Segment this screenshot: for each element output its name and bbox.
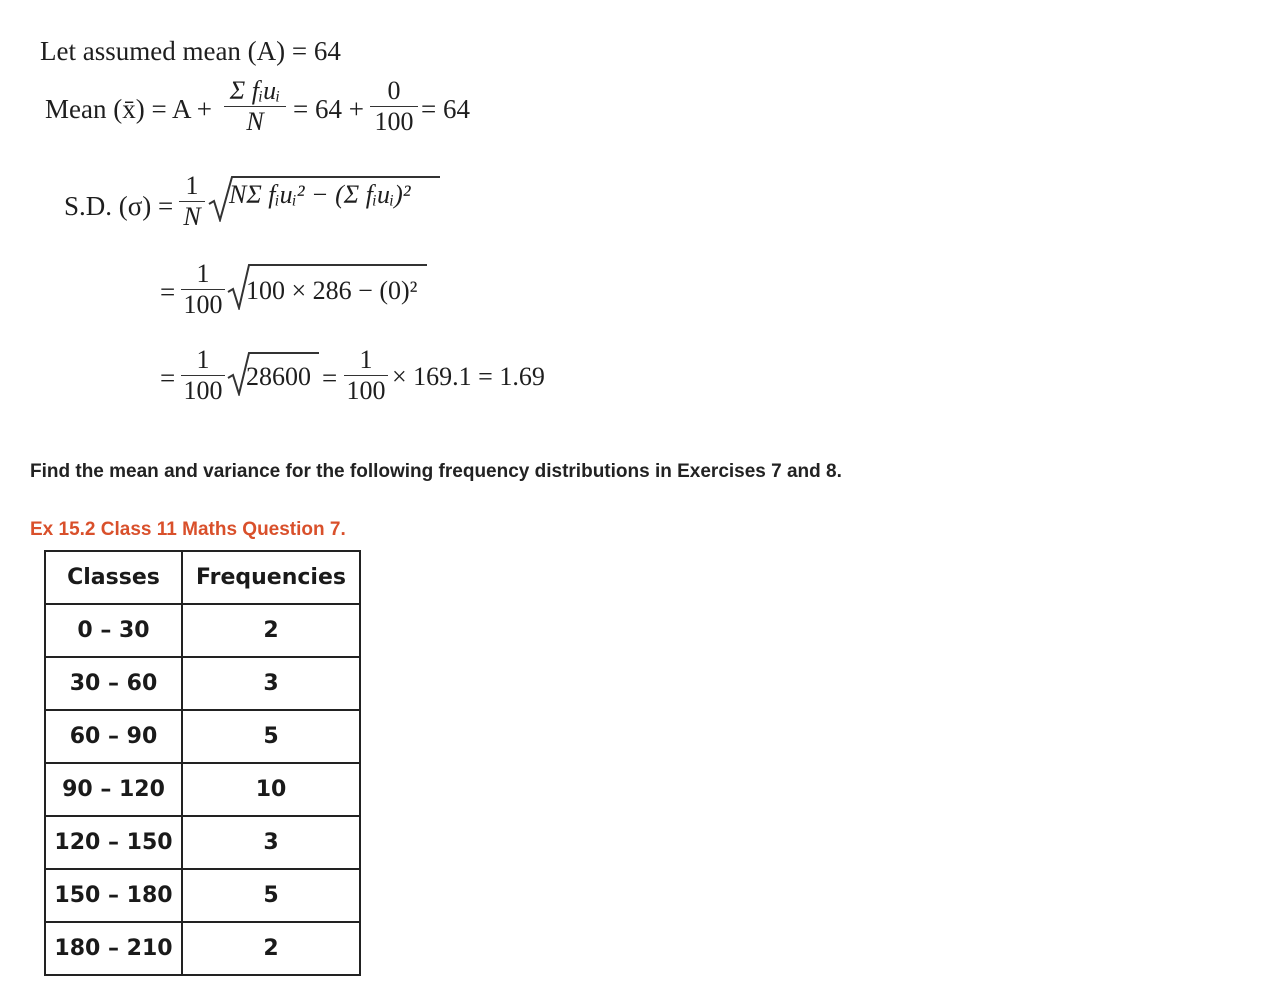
header-classes: Classes: [45, 551, 182, 604]
equals-sign: =: [160, 277, 176, 307]
class-cell: 60 – 90: [45, 710, 182, 763]
step1-radicand: 100 × 286 − (0)²: [246, 276, 418, 305]
equals-sign: =: [322, 363, 338, 393]
question-heading: Ex 15.2 Class 11 Maths Question 7.: [30, 519, 346, 540]
fraction-numerator: Σ fᵢuᵢ: [229, 76, 281, 105]
frequency-table: [44, 550, 361, 976]
table-row: [45, 869, 360, 922]
class-cell: 150 – 180: [45, 869, 182, 922]
step2-radicand: 28600: [246, 362, 311, 391]
mean-lhs: Mean (x̄) = A +: [45, 94, 212, 124]
class-cell: 180 – 210: [45, 922, 182, 975]
table-row: [45, 763, 360, 816]
mean-rhs: = 64: [421, 94, 470, 124]
sd-fraction: [179, 172, 205, 231]
frequency-cell: 2: [182, 922, 360, 975]
instruction-text: Find the mean and variance for the following frequency distributions in Exercises 7 and 8.: [30, 461, 842, 482]
step2-fraction-1: [181, 346, 225, 405]
table-row: [45, 710, 360, 763]
fraction-numerator: 1: [185, 171, 199, 200]
table-row: [45, 604, 360, 657]
fraction-denominator: 100: [374, 107, 414, 136]
class-cell: 120 – 150: [45, 816, 182, 869]
fraction-denominator: N: [183, 202, 201, 231]
table-header-row: [45, 551, 360, 604]
table-row: [45, 816, 360, 869]
sd-radicand: NΣ fᵢuᵢ² − (Σ fᵢuᵢ)²: [229, 180, 411, 209]
class-cell: 0 – 30: [45, 604, 182, 657]
step2-rhs: × 169.1 = 1.69: [392, 362, 545, 391]
sd-lhs: S.D. (σ) =: [64, 191, 174, 221]
header-frequencies: Frequencies: [182, 551, 360, 604]
step1-fraction: [181, 260, 225, 319]
fraction-numerator: 1: [359, 345, 373, 374]
mean-mid: = 64 +: [293, 94, 364, 124]
class-cell: 30 – 60: [45, 657, 182, 710]
table-row: [45, 657, 360, 710]
fraction-denominator: N: [246, 107, 264, 136]
equals-sign: =: [160, 363, 176, 393]
fraction-numerator: 0: [387, 76, 401, 105]
fraction-denominator: 100: [183, 290, 223, 319]
fraction-numerator: 1: [196, 345, 210, 374]
frequency-cell: 3: [182, 657, 360, 710]
fraction-denominator: 100: [183, 376, 223, 405]
mean-fraction-1: [224, 77, 286, 136]
frequency-cell: 3: [182, 816, 360, 869]
mean-fraction-2: [370, 77, 418, 136]
class-cell: 90 – 120: [45, 763, 182, 816]
table-row: [45, 922, 360, 975]
frequency-cell: 10: [182, 763, 360, 816]
frequency-cell: 5: [182, 869, 360, 922]
frequency-cell: 2: [182, 604, 360, 657]
frequency-cell: 5: [182, 710, 360, 763]
step2-fraction-2: [344, 346, 388, 405]
fraction-numerator: 1: [196, 259, 210, 288]
assumed-mean-line: Let assumed mean (A) = 64: [40, 36, 341, 66]
fraction-denominator: 100: [346, 376, 386, 405]
